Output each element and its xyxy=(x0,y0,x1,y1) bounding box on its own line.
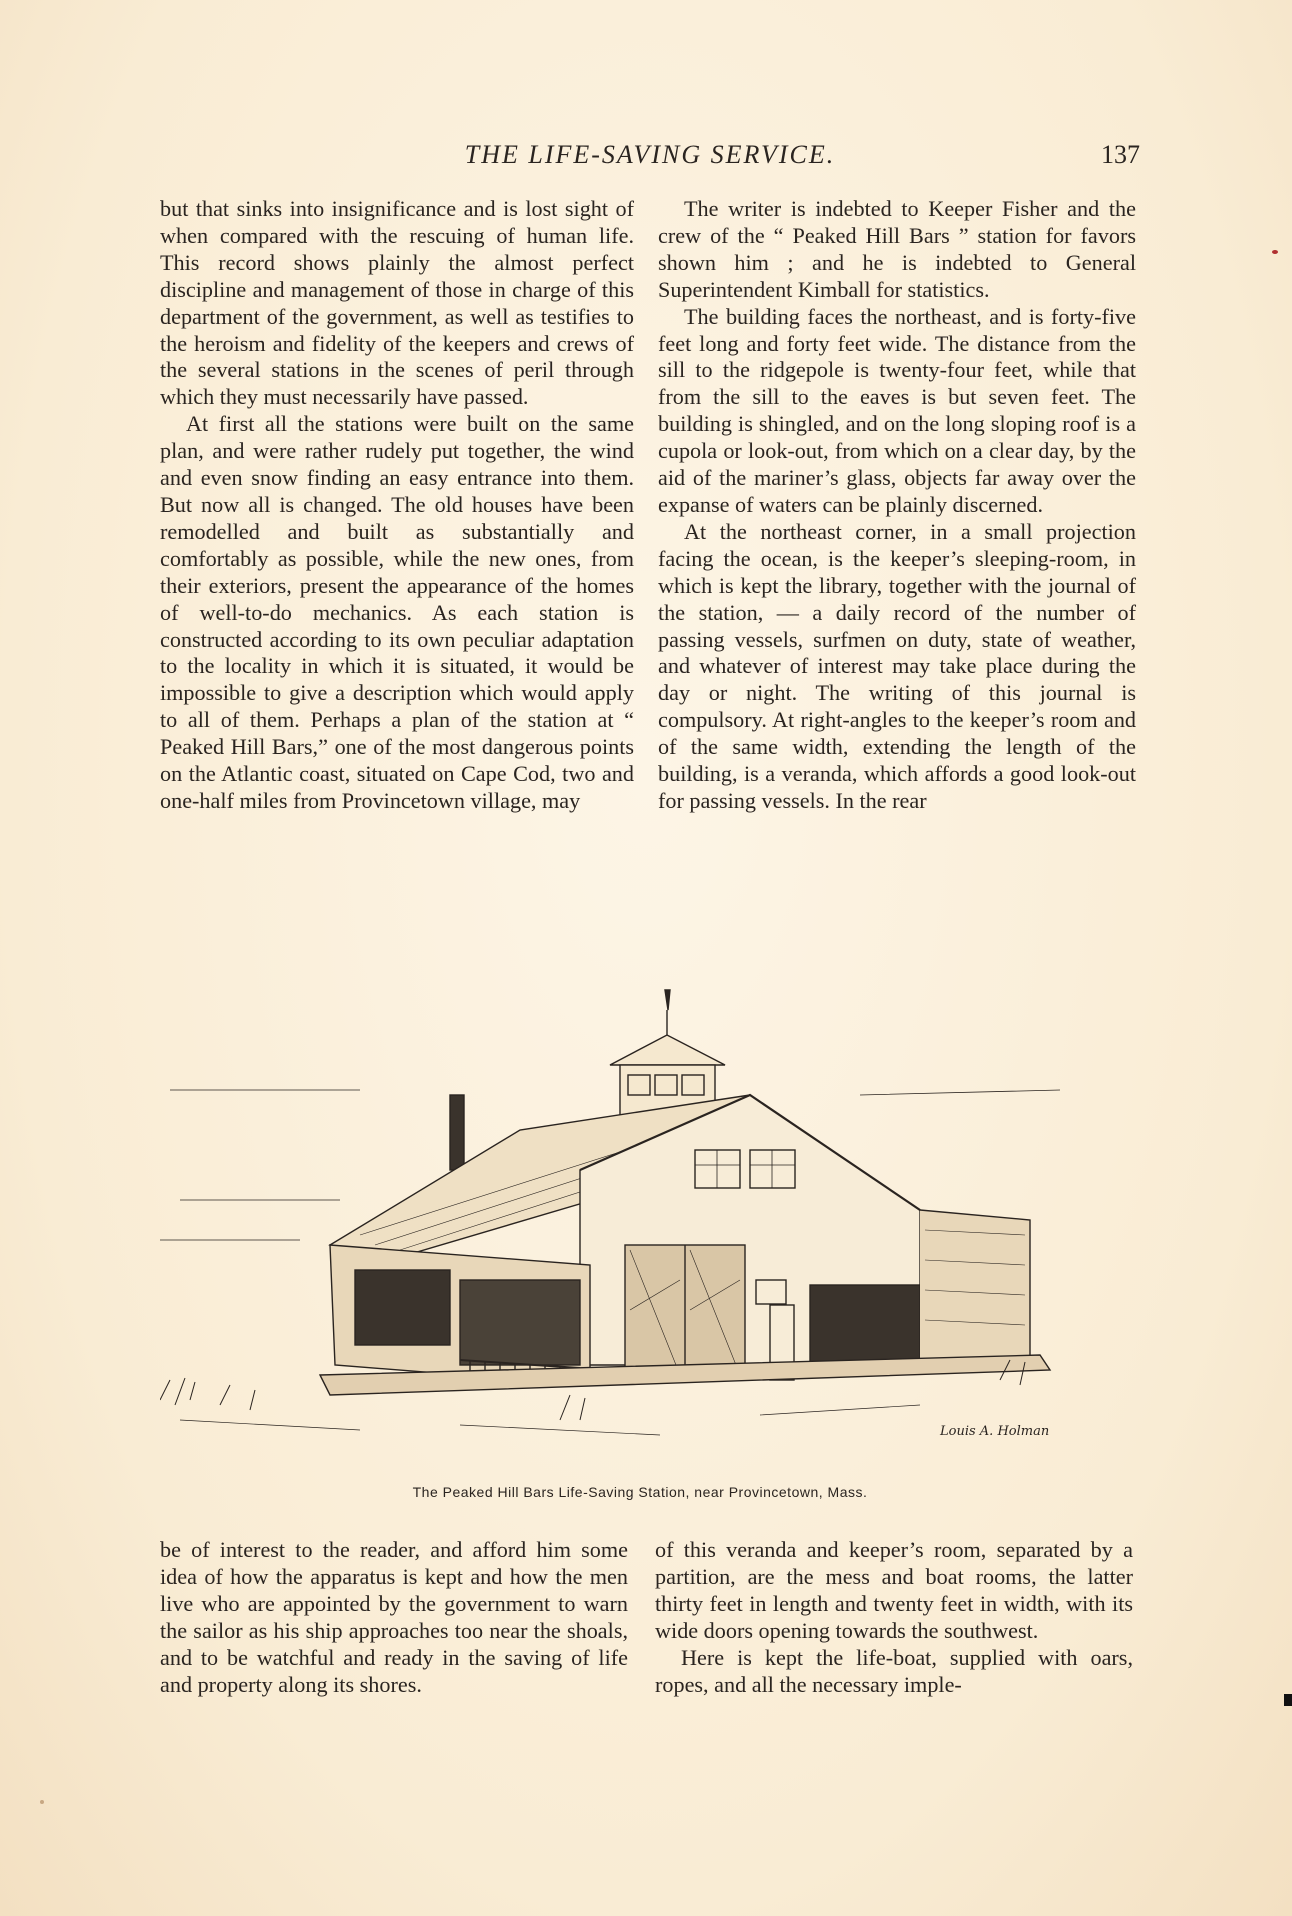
artist-signature: Louis A. Holman xyxy=(940,1424,1050,1439)
figure-caption: The Peaked Hill Bars Life-Saving Station, near Provincetown, Mass. xyxy=(412,1484,868,1500)
column-top-left xyxy=(160,196,634,815)
station-illustration xyxy=(160,980,1120,1460)
page-number: 137 xyxy=(1101,140,1140,169)
ink-speck xyxy=(1272,250,1278,254)
paragraph: be of interest to the reader, and afford him some idea of how the apparatus is kept and how the men live who are appointed by the government to warn the sailor as his ship approaches too near the shoals, and to be watchful and ready in the saving of life and property along its shores. xyxy=(160,1537,628,1697)
paragraph: but that sinks into insignificance and is lost sight of when compared with the rescuing of human life. This record shows plainly the almost perfect discipline and management of those in charge of this department of the government, as well as testifies to the heroism and fidelity of the keepers and crews of the several stations in the scenes of peril through which they must necessarily have passed. xyxy=(160,196,634,410)
edge-mark xyxy=(1284,1694,1292,1706)
paragraph: The writer is indebted to Keeper Fisher and the crew of the “ Peaked Hill Bars ” station for favors shown him ; and he is indebted to General Superintendent Kimball for statistics. xyxy=(658,196,1136,302)
running-title: THE LIFE-SAVING SERVICE. xyxy=(464,140,836,169)
paper-speck xyxy=(40,1800,44,1804)
paragraph: Here is kept the life-boat, supplied with oars, ropes, and all the necessary imple- xyxy=(655,1644,1133,1697)
paragraph: of this veranda and keeper’s room, separated by a partition, are the mess and boat rooms, the latter thirty feet in length and twenty feet in width, with its wide doors opening towards the southwest. xyxy=(655,1537,1133,1643)
column-bottom-right xyxy=(655,1537,1133,1698)
paragraph: At the northeast corner, in a small projection facing the ocean, is the keeper’s sleeping-room, in which is kept the library, together with the journal of the station, — a daily record of the number of passing vessels, surfmen on duty, state of weather, and whatever of interest may take place during the day or night. The writing of this journal is compulsory. At right-angles to the keeper’s room and of the same width, extending the length of the building, is a veranda, which affords a good look-out for passing vessels. In the rear xyxy=(658,518,1136,813)
column-bottom-left xyxy=(160,1537,628,1698)
paragraph: The building faces the northeast, and is forty-five feet long and forty feet wide. The distance from the sill to the ridgepole is twenty-four feet, while that from the sill to the eaves is but seven feet. The building is shingled, and on the long sloping roof is a cupola or look-out, from which on a clear day, by the aid of the mariner’s glass, objects far away over the expanse of waters can be plainly discerned. xyxy=(658,303,1136,517)
page-header xyxy=(160,140,1140,174)
column-top-right xyxy=(658,196,1136,815)
paragraph: At first all the stations were built on the same plan, and were rather rudely put together, the wind and even snow finding an easy entrance into them. But now all is changed. The old houses have been remodelled and built as substantially and comfortably as possible, while the new ones, from their exteriors, present the appearance of the homes of well-to-do mechanics. As each station is constructed according to its own peculiar adaptation to the locality in which it is situated, it would be impossible to give a description which would apply to all of them. Perhaps a plan of the station at “ Peaked Hill Bars,” one of the most dangerous points on the Atlantic coast, situated on Cape Cod, two and one-half miles from Provincetown village, may xyxy=(160,411,634,813)
